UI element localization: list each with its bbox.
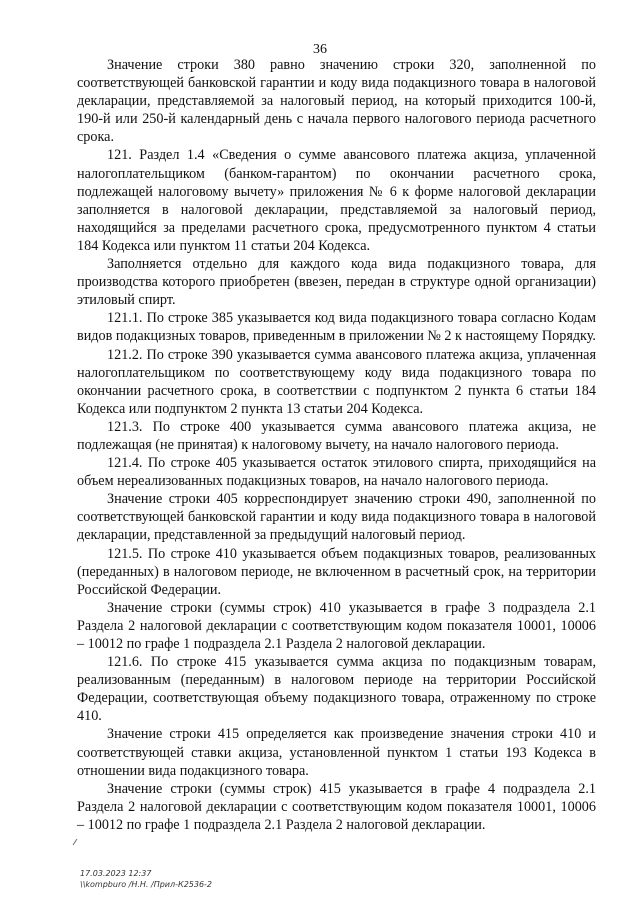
paragraph: 121.4. По строке 405 указывается остаток этилового спирта, приходящийся на объем нереализованных подакцизных товаров, на начало налогового периода.: [77, 455, 596, 490]
footer-timestamp: 17.03.2023 12:37: [80, 869, 152, 878]
page-number: 36: [313, 42, 327, 57]
paragraph: Заполняется отдельно для каждого кода вида подакцизного товара, для производства которого приобретен (ввезен, передан в структуре одной организации) этиловый спирт.: [77, 256, 596, 309]
paragraph: 121.1. По строке 385 указывается код вида подакцизного товара согласно Кодам видов подакцизных товаров, приведенным в приложении № 2 к настоящему Порядку.: [77, 310, 596, 345]
footer: [80, 868, 212, 890]
document-body: [77, 56, 596, 834]
paragraph: 121.6. По строке 415 указывается сумма акциза по подакцизным товарам, реализованным (переданным) в налоговом периоде на территории Российской Федерации, соответствующая объему подакцизного товара, отраженному по строке 410.: [77, 654, 596, 725]
paragraph: Значение строки 415 определяется как произведение значения строки 410 и соответствующей ставки акциза, установленной пунктом 1 статьи 193 Кодекса в отношении вида подакцизного товара.: [77, 726, 596, 779]
paragraph: Значение строки 405 корреспондирует значению строки 490, заполненной по соответствующей банковской гарантии и коду вида подакцизного товара в налоговой декларации, представленной за предыдущий налоговый период.: [77, 491, 596, 544]
paragraph: Значение строки 380 равно значению строки 320, заполненной по соответствующей банковской гарантии и коду вида подакцизного товара в налоговой декларации, представляемой за налоговый период, на который приходится 100-й, 190-й или 250-й календарный день с начала первого налогового периода расчетного срока.: [77, 57, 596, 146]
paragraph: 121.2. По строке 390 указывается сумма авансового платежа акциза, уплаченная налогоплательщиком по соответствующему коду вида подакцизного товара по окончании расчетного срока, в соответствии с подпунктом 2 пункта 6 статьи 184 Кодекса или подпунктом 2 пункта 13 статьи 204 Кодекса.: [77, 346, 596, 417]
footer-path: \\kompburo /Н.Н. /Прил-К2536-2: [80, 880, 213, 889]
paragraph: Значение строки (суммы строк) 415 указывается в графе 4 подраздела 2.1 Раздела 2 налоговой декларации с соответствующим кодом показателя 10001, 10006 – 10012 по графе 1 подраздела 2.1 Раздела 2 налоговой декларации.: [77, 780, 596, 833]
pen-mark: [72, 838, 78, 846]
paragraph: Значение строки (суммы строк) 410 указывается в графе 3 подраздела 2.1 Раздела 2 налоговой декларации с соответствующим кодом показателя 10001, 10006 – 10012 по графе 1 подраздела 2.1 Раздела 2 налоговой декларации.: [77, 599, 596, 652]
paragraph: 121.5. По строке 410 указывается объем подакцизных товаров, реализованных (переданных) в налоговом периоде, не включенном в расчетный срок, на территории Российской Федерации.: [77, 545, 596, 598]
paragraph: 121. Раздел 1.4 «Сведения о сумме авансового платежа акциза, уплаченной налогоплательщиком (банком-гарантом) по окончании расчетного срока, подлежащей налоговому вычету» приложения № 6 к форме налоговой декларации заполняется в налоговой декларации, представляемой за налоговый период, находящийся за пределами расчетного срока, предусмотренного пунктом 4 статьи 184 Кодекса или пунктом 11 статьи 204 Кодекса.: [77, 147, 596, 254]
paragraph: 121.3. По строке 400 указывается сумма авансового платежа акциза, не подлежащая (не принятая) к налоговому вычету, на начало налогового периода.: [77, 418, 596, 453]
